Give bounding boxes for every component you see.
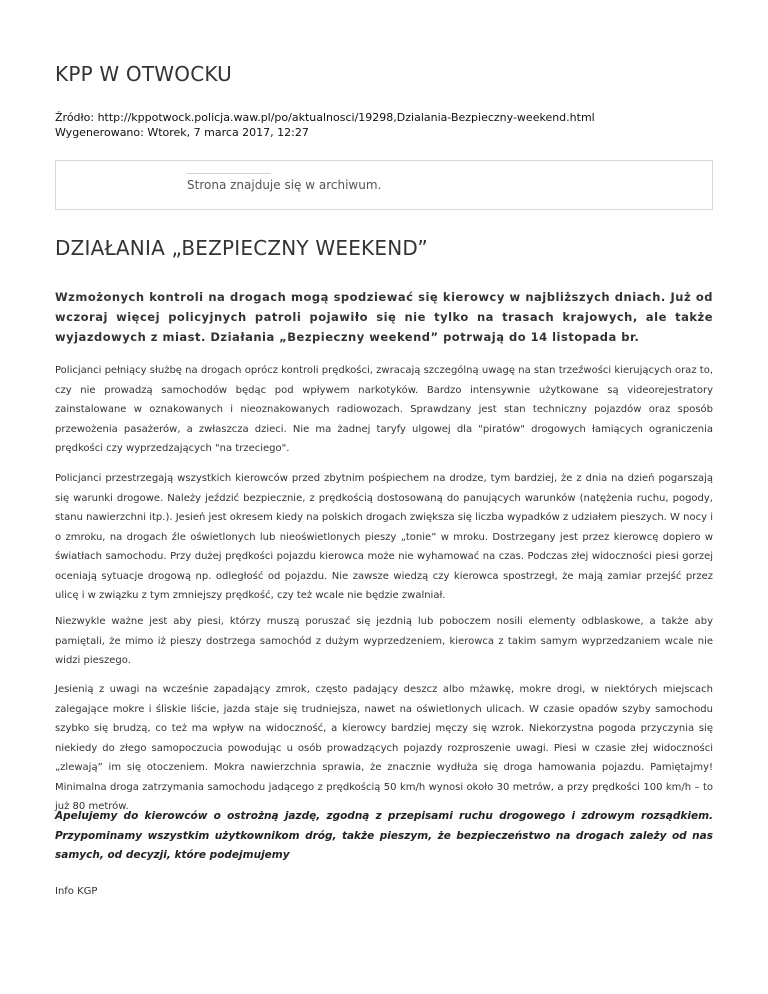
archive-notice-box bbox=[55, 160, 713, 210]
archive-notice-text: Strona znajduje się w archiwum. bbox=[187, 178, 382, 192]
source-url-line: Źródło: http://kppotwock.policja.waw.pl/po/aktualnosci/19298,Dzialania-Bezpieczny-weekend.html bbox=[55, 111, 595, 124]
article-appeal: Apelujemy do kierowców o ostrożną jazdę, zgodną z przepisami ruchu drogowego i zdrowym rozsądkiem. Przypominamy wszystkim użytkownikom dróg, także pieszym, że bezpieczeństwo na drogach zależy od nas samych, od decyzji, które podejmujemy bbox=[55, 810, 713, 861]
site-title: KPP W OTWOCKU bbox=[55, 62, 232, 86]
article-title: DZIAŁANIA „BEZPIECZNY WEEKEND” bbox=[55, 236, 428, 260]
archive-divider bbox=[187, 173, 271, 174]
article-paragraph: Niezwykle ważne jest aby piesi, którzy muszą poruszać się jezdnią lub poboczem nosili elementy odblaskowe, a także aby pamiętali, że mimo iż pieszy dostrzega samochód z dużym wyprzedzeniem, kierowca z takim samym wyprzedzaniem wcale nie widzi pieszego. bbox=[55, 616, 713, 666]
generated-date-line: Wygenerowano: Wtorek, 7 marca 2017, 12:27 bbox=[55, 126, 309, 139]
article-lead: Wzmożonych kontroli na drogach mogą spodziewać się kierowcy w najbliższych dniach. Już od wczoraj więcej policyjnych patroli pojawiło się nie tylko na trasach krajowych, ale także wyjazdowych z miast. Działania „Bezpieczny weekend” potrwają do 14 listopada br. bbox=[55, 290, 713, 344]
document-meta bbox=[55, 110, 595, 140]
article-source: Info KGP bbox=[55, 886, 98, 897]
article-paragraph: Policjanci pełniący służbę na drogach oprócz kontroli prędkości, zwracają szczególną uwagę na stan trzeźwości kierujących oraz to, czy nie prowadzą samochodów będąc pod wpływem narkotyków. Bardzo intensywnie użytkowane są videorejestratory zainstalowane w oznakowanych i nieoznakowanych radiowozach. Sprawdzany jest stan techniczny pojazdów oraz sposób przewożenia pasażerów, a zwłaszcza dzieci. Nie ma żadnej taryfy ulgowej dla "piratów" drogowych łamiących ograniczenia prędkości czy wyprzedzających "na trzeciego". bbox=[55, 365, 713, 454]
article-paragraph: Policjanci przestrzegają wszystkich kierowców przed zbytnim pośpiechem na drodze, tym bardziej, że z dnia na dzień pogarszają się warunki drogowe. Należy jeździć bezpiecznie, z prędkością dostosowaną do panujących warunków (natężenia ruchu, pogody, stanu nawierzchni itp.). Jesień jest okresem kiedy na polskich drogach zwiększa się liczba wypadków z udziałem pieszych. W nocy i o zmroku, na drogach źle oświetlonych lub nieoświetlonych pieszy „tonie” w mroku. Dostrzegany jest przez kierowcę dopiero w światłach samochodu. Przy dużej prędkości pojazdu kierowca może nie wyhamować na czas. Podczas złej widoczności piesi gorzej oceniają sytuacje drogową np. odległość od pojazdu. Nie zawsze wiedzą czy kierowca spostrzegł, że mają zamiar przejść przez ulicę i w związku z tym zmniejszy prędkość, czy też wcale nie będzie zwalniał. bbox=[55, 473, 713, 601]
article-paragraph: Jesienią z uwagi na wcześnie zapadający zmrok, często padający deszcz albo mżawkę, mokre drogi, w niektórych miejscach zalegające mokre i śliskie liście, jazda staje się trudniejsza, nawet na oświetlonych ulicach. W czasie opadów szyby samochodu szybko się brudzą, co też ma wpływ na widoczność, a kierowcy bardziej męczy się wzrok. Niekorzystna pogoda przyczynia się niekiedy do złego samopoczucia powodując u osób prowadzących pojazdy rozproszenie uwagi. Piesi w czasie złej widoczności „zlewają” im się otoczeniem. Mokra nawierzchnia sprawia, że znacznie wydłuża się droga hamowania pojazdu. Pamiętajmy! Minimalna droga zatrzymania samochodu jadącego z prędkością 50 km/h wynosi około 30 metrów, a przy prędkości 100 km/h – to już 80 metrów. bbox=[55, 684, 713, 812]
